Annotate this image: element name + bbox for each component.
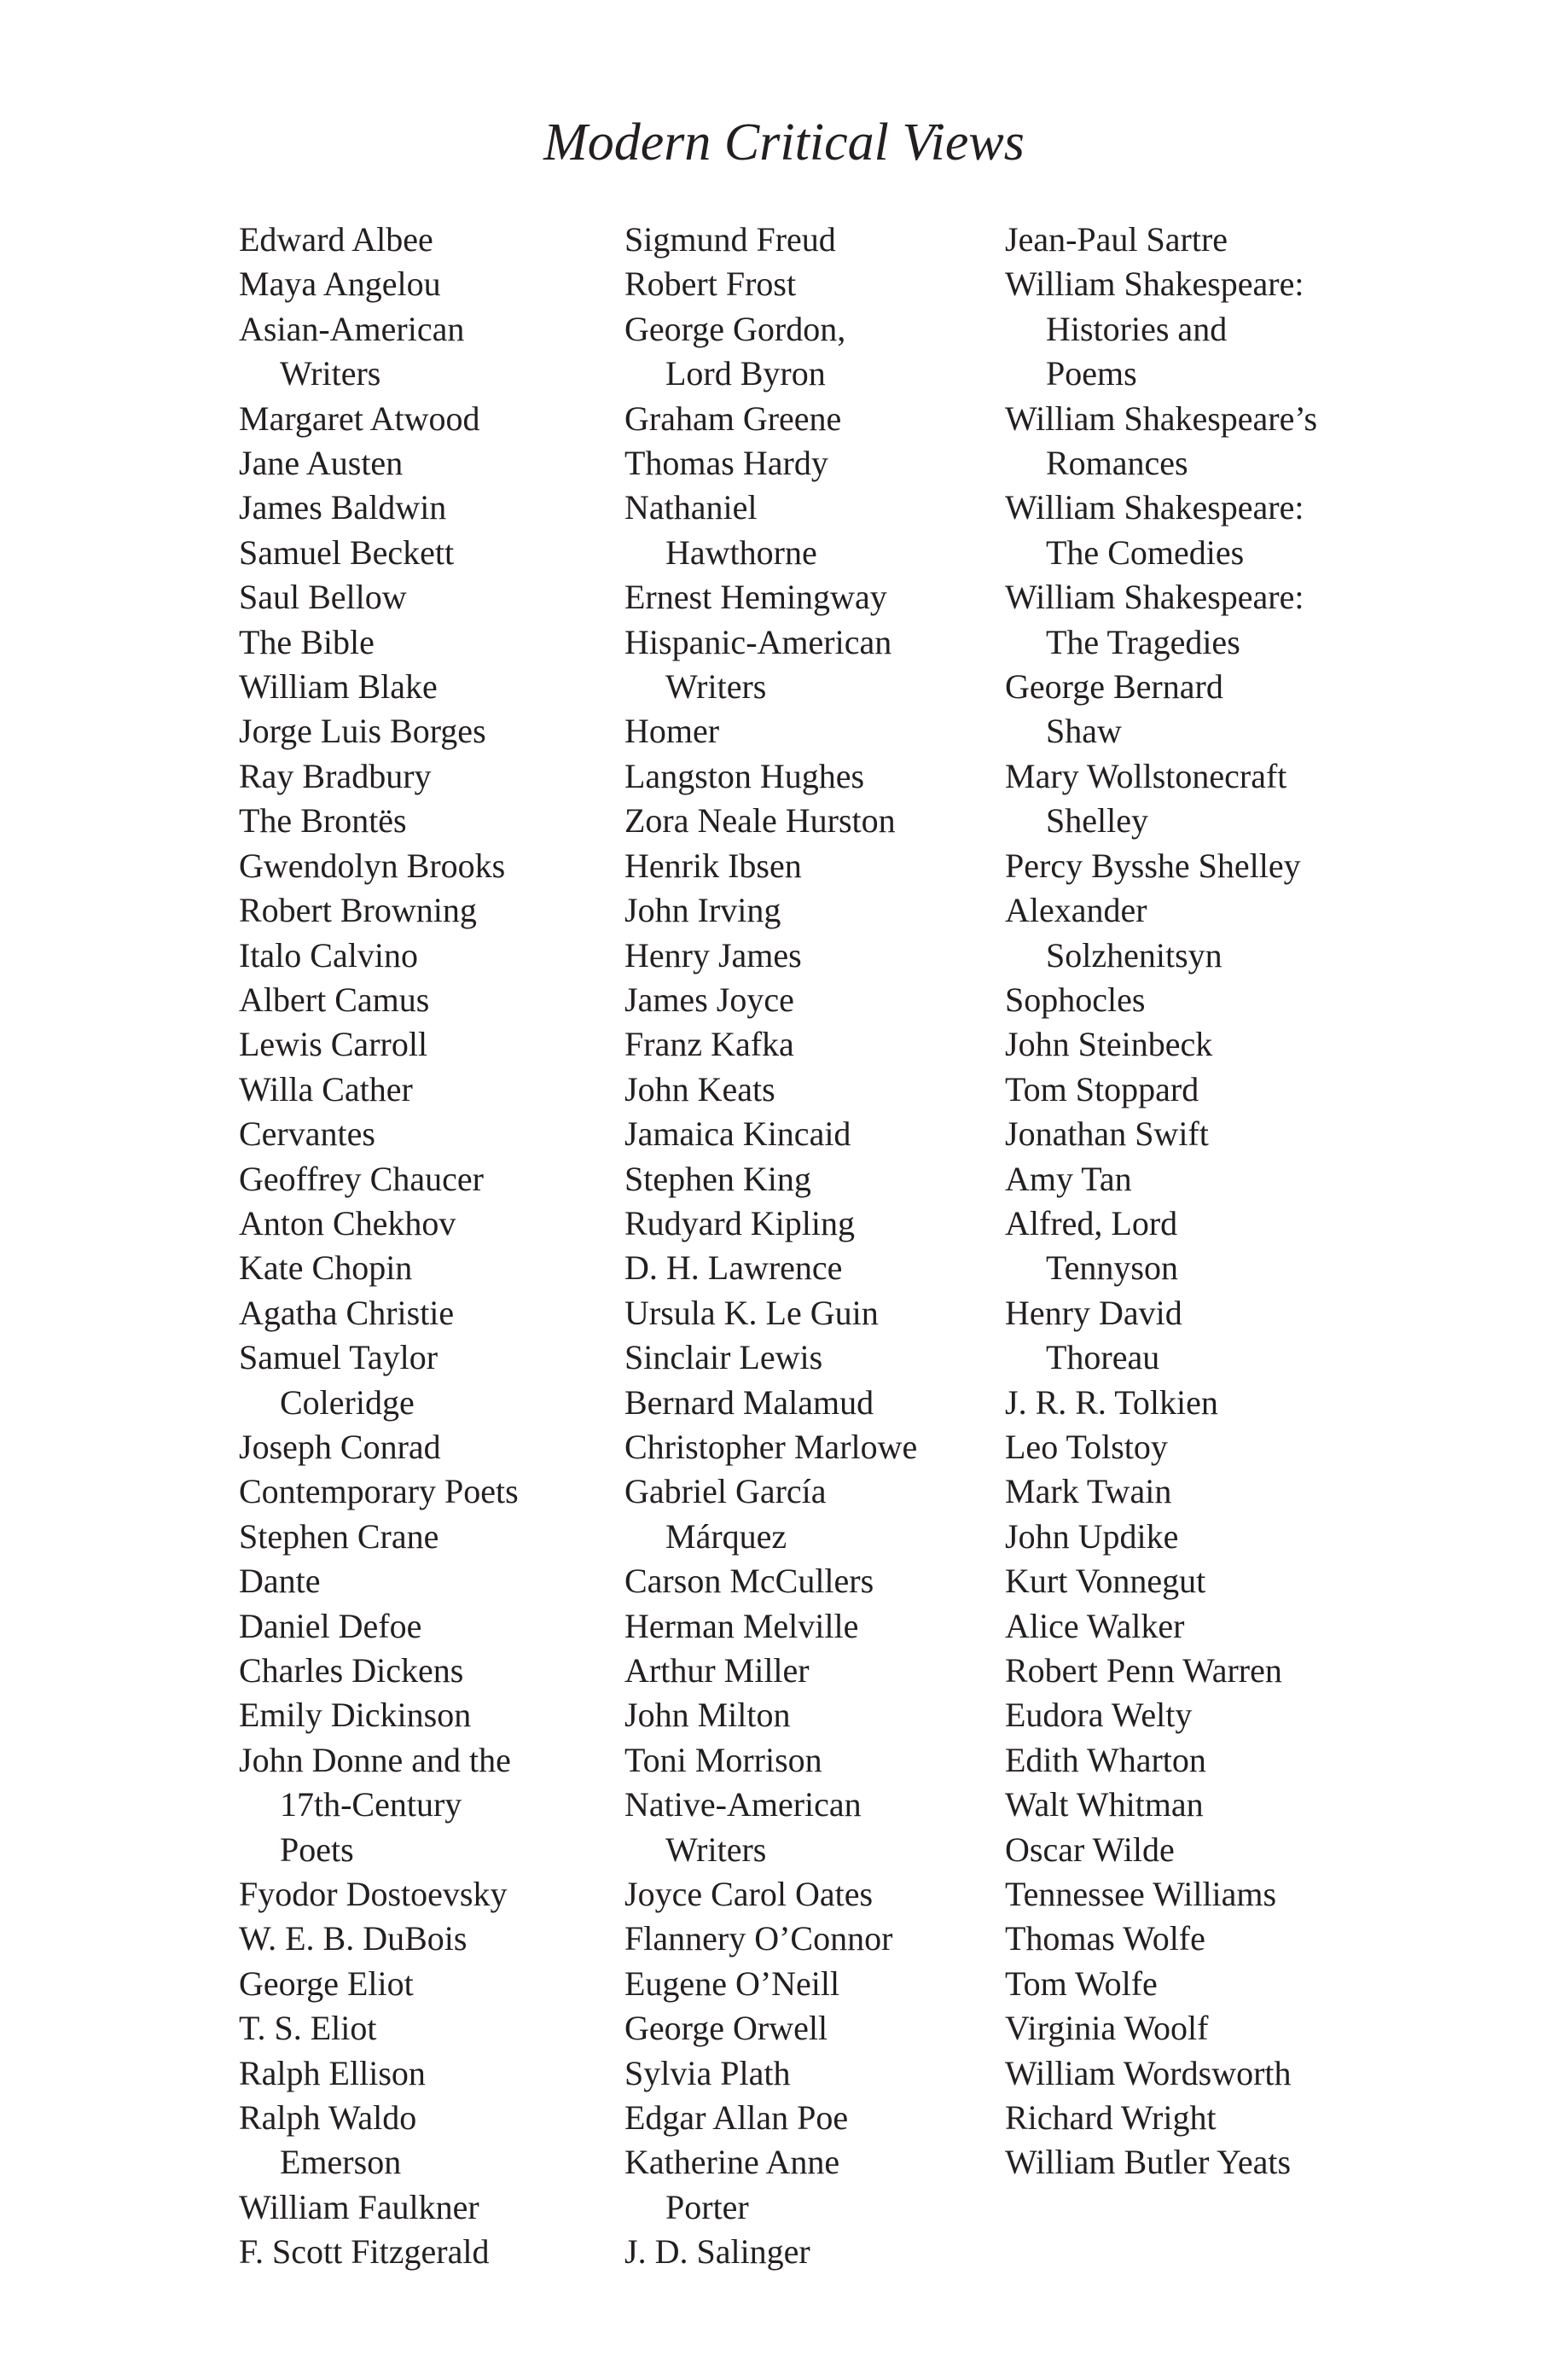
author-entry: [624, 1335, 917, 1380]
author-entry: [624, 441, 917, 486]
author-entry-line: William Wordsworth: [1005, 2053, 1292, 2092]
author-entry-line: Nathaniel: [624, 488, 758, 527]
author-entry-line: Thomas Wolfe: [1005, 1919, 1205, 1958]
author-entry: [1005, 1604, 1317, 1649]
author-entry: [624, 1157, 917, 1201]
author-entry: [239, 1291, 519, 1335]
author-entry: [624, 1469, 917, 1559]
author-entry-line: Zora Neale Hurston: [624, 801, 896, 841]
author-entry-line: George Eliot: [239, 1964, 414, 2003]
author-entry-continuation: Romances: [1046, 444, 1188, 483]
author-entry-line: Samuel Taylor: [239, 1338, 438, 1377]
author-entry-continuation: Shaw: [1046, 712, 1122, 751]
author-entry: [1005, 1425, 1317, 1469]
author-entry-line: George Bernard: [1005, 667, 1223, 707]
author-entry: [624, 1246, 917, 1290]
author-entry-line: John Donne and the: [239, 1740, 511, 1779]
author-entry: [239, 1962, 519, 2006]
author-entry: [624, 1693, 917, 1737]
author-entry-line: Jonathan Swift: [1005, 1114, 1209, 1154]
author-entry: [1005, 1022, 1317, 1067]
author-entry-line: Stephen Crane: [239, 1516, 439, 1556]
author-entry-line: Geoffrey Chaucer: [239, 1159, 484, 1198]
author-entry: [1005, 1783, 1317, 1827]
author-entry-line: Albert Camus: [239, 980, 430, 1019]
author-entry-line: Jorge Luis Borges: [239, 712, 486, 751]
author-entry: [624, 888, 917, 933]
author-entry-line: Flannery O’Connor: [624, 1919, 893, 1958]
author-entry-line: William Shakespeare:: [1005, 578, 1304, 617]
author-entry-continuation: Histories and: [1046, 309, 1228, 348]
author-entry-continuation: Emerson: [280, 2143, 402, 2182]
author-entry-line: Leo Tolstoy: [1005, 1427, 1168, 1466]
author-entry: [1005, 2006, 1317, 2051]
author-entry: [624, 1201, 917, 1246]
author-entry-line: Katherine Anne: [624, 2143, 840, 2182]
author-entry-line: John Updike: [1005, 1516, 1179, 1556]
page-title: Modern Critical Views: [543, 113, 1025, 172]
author-entry: [1005, 1291, 1317, 1381]
author-entry-line: Maya Angelou: [239, 265, 441, 304]
author-entry-line: John Keats: [624, 1069, 775, 1108]
author-entry-line: J. R. R. Tolkien: [1005, 1382, 1218, 1422]
author-entry-line: Walt Whitman: [1005, 1785, 1204, 1824]
author-entry: [239, 1917, 519, 1961]
author-entry-line: Edward Albee: [239, 220, 433, 259]
author-entry-line: Dante: [239, 1562, 321, 1601]
author-entry-line: Arthur Miller: [624, 1651, 810, 1690]
author-entry: [624, 934, 917, 978]
author-entry-line: Robert Browning: [239, 891, 477, 930]
author-entry-continuation: Poems: [1046, 354, 1137, 393]
author-entry: [239, 441, 519, 486]
author-entry: [1005, 486, 1317, 575]
author-entry-line: Christopher Marlowe: [624, 1427, 918, 1466]
author-entry-line: Mark Twain: [1005, 1472, 1172, 1511]
author-entry: [624, 1381, 917, 1425]
author-entry: [624, 709, 917, 753]
author-entry-line: Margaret Atwood: [239, 399, 480, 438]
author-entry-line: Kurt Vonnegut: [1005, 1562, 1206, 1601]
author-entry-line: Fyodor Dostoevsky: [239, 1875, 508, 1914]
author-entry: [239, 1335, 519, 1425]
author-entry-line: T. S. Eliot: [239, 2009, 377, 2048]
author-entry: [1005, 2096, 1317, 2140]
author-entry-line: Agatha Christie: [239, 1293, 455, 1332]
author-entry: [239, 1738, 519, 1872]
author-entry-line: Sylvia Plath: [624, 2053, 791, 2092]
author-entry-line: Alfred, Lord: [1005, 1203, 1178, 1242]
author-entry-line: Thomas Hardy: [624, 444, 828, 483]
author-entry: [239, 754, 519, 799]
author-entry: [239, 1515, 519, 1559]
author-entry-line: Ralph Ellison: [239, 2053, 426, 2092]
author-entry-line: Edgar Allan Poe: [624, 2098, 849, 2138]
author-entry: [239, 2185, 519, 2230]
author-entry: [239, 1068, 519, 1112]
author-entry-line: Emily Dickinson: [239, 1696, 472, 1735]
author-entry-line: Henrik Ibsen: [624, 846, 802, 885]
author-entry: [1005, 2140, 1317, 2185]
author-entry: [1005, 1157, 1317, 1201]
author-entry: [624, 218, 917, 262]
author-entry: [239, 2051, 519, 2096]
author-entry: [1005, 218, 1317, 262]
author-entry-line: Virginia Woolf: [1005, 2009, 1209, 2048]
author-entry: [624, 2140, 917, 2230]
author-entry: [239, 1649, 519, 1693]
author-entry-line: Italo Calvino: [239, 935, 418, 975]
author-entry-line: Richard Wright: [1005, 2098, 1217, 2138]
author-entry-continuation: Hawthorne: [665, 532, 817, 572]
author-entry: [1005, 844, 1317, 888]
author-entry: [624, 1738, 917, 1783]
author-entry-line: Sophocles: [1005, 980, 1146, 1019]
author-entry-line: W. E. B. DuBois: [239, 1919, 467, 1958]
author-entry-line: Percy Bysshe Shelley: [1005, 846, 1301, 885]
author-entry-line: Ernest Hemingway: [624, 578, 887, 617]
author-entry-line: Homer: [624, 712, 720, 751]
author-entry-line: Ray Bradbury: [239, 756, 432, 795]
author-entry-line: Stephen King: [624, 1159, 811, 1198]
author-entry-line: Edith Wharton: [1005, 1740, 1206, 1779]
author-entry-continuation: The Tragedies: [1046, 622, 1240, 661]
author-entry: [1005, 1962, 1317, 2006]
author-entry-line: Lewis Carroll: [239, 1025, 428, 1064]
author-entry: [1005, 1559, 1317, 1603]
author-entry: [624, 1783, 917, 1872]
author-entry-line: Amy Tan: [1005, 1159, 1132, 1198]
author-entry: [239, 1872, 519, 1917]
author-entry: [624, 262, 917, 306]
author-entry-line: F. Scott Fitzgerald: [239, 2232, 490, 2272]
author-entry-continuation: Lord Byron: [665, 354, 826, 393]
author-entry-line: Carson McCullers: [624, 1562, 874, 1601]
author-entry-line: Toni Morrison: [624, 1740, 822, 1779]
author-entry: [624, 799, 917, 843]
author-entry: [239, 620, 519, 665]
author-entry: [239, 1201, 519, 1246]
author-entry: [239, 844, 519, 888]
author-entry-line: Daniel Defoe: [239, 1606, 422, 1645]
author-entry: [239, 888, 519, 933]
author-entry: [1005, 2051, 1317, 2096]
author-entry: [624, 1872, 917, 1917]
author-entry: [624, 2006, 917, 2051]
author-entry: [239, 307, 519, 397]
author-entry: [624, 486, 917, 575]
author-entry-continuation: Thoreau: [1046, 1338, 1160, 1377]
author-entry: [1005, 262, 1317, 396]
author-entry-line: William Faulkner: [239, 2187, 479, 2226]
author-entry: [239, 2230, 519, 2274]
author-entry-line: John Irving: [624, 891, 781, 930]
author-entry: [239, 1425, 519, 1469]
author-entry: [239, 709, 519, 753]
author-entry: [624, 1559, 917, 1603]
author-entry-line: Tennessee Williams: [1005, 1875, 1277, 1914]
author-entry-line: Kate Chopin: [239, 1248, 413, 1288]
author-entry-continuation: Tennyson: [1046, 1248, 1178, 1288]
author-column-1: [239, 218, 519, 2275]
author-entry: [239, 978, 519, 1022]
author-entry-line: Ralph Waldo: [239, 2098, 417, 2138]
author-entry-line: James Baldwin: [239, 488, 447, 527]
author-entry: [624, 1917, 917, 1961]
author-entry: [624, 2096, 917, 2140]
author-entry-line: Joyce Carol Oates: [624, 1875, 874, 1914]
author-entry: [624, 1962, 917, 2006]
author-entry: [239, 2006, 519, 2051]
author-entry: [1005, 1068, 1317, 1112]
author-entry: [239, 934, 519, 978]
author-entry-continuation: Poets: [280, 1830, 354, 1869]
author-entry-continuation: Coleridge: [280, 1382, 415, 1422]
author-entry: [624, 575, 917, 620]
author-entry-continuation: Solzhenitsyn: [1046, 935, 1222, 975]
author-entry: [239, 2096, 519, 2185]
author-entry-continuation: Writers: [665, 667, 767, 707]
author-entry-line: Jane Austen: [239, 444, 404, 483]
author-entry-line: William Shakespeare’s: [1005, 399, 1318, 438]
author-entry: [624, 1068, 917, 1112]
author-entry-line: The Bible: [239, 622, 375, 661]
author-entry: [239, 575, 519, 620]
author-entry: [1005, 1828, 1317, 1872]
author-entry: [1005, 575, 1317, 665]
author-entry: [239, 262, 519, 306]
author-entry-line: Anton Chekhov: [239, 1203, 456, 1242]
author-entry: [239, 1112, 519, 1156]
author-entry-line: Graham Greene: [624, 399, 842, 438]
author-entry-line: Henry David: [1005, 1293, 1182, 1332]
author-column-3: [1005, 218, 1317, 2185]
author-entry: [239, 799, 519, 843]
author-entry: [624, 978, 917, 1022]
author-entry-line: D. H. Lawrence: [624, 1248, 843, 1288]
author-entry: [239, 1022, 519, 1067]
author-entry: [1005, 1649, 1317, 1693]
author-entry-line: Mary Wollstonecraft: [1005, 756, 1287, 795]
author-entry: [239, 1693, 519, 1737]
author-entry: [624, 1022, 917, 1067]
author-entry-line: The Brontës: [239, 801, 407, 841]
author-entry-line: Hispanic-American: [624, 622, 892, 661]
author-entry: [1005, 1872, 1317, 1917]
author-entry-line: Oscar Wilde: [1005, 1830, 1175, 1869]
author-entry-line: William Shakespeare:: [1005, 265, 1304, 304]
author-entry-line: Jamaica Kincaid: [624, 1114, 851, 1154]
author-entry: [1005, 665, 1317, 754]
author-entry-line: Sigmund Freud: [624, 220, 836, 259]
author-entry: [239, 1559, 519, 1603]
author-entry: [1005, 1693, 1317, 1737]
author-entry: [624, 1425, 917, 1469]
author-entry: [1005, 978, 1317, 1022]
author-entry-line: Franz Kafka: [624, 1025, 794, 1064]
author-entry: [624, 2051, 917, 2096]
author-entry: [1005, 1469, 1317, 1514]
author-column-2: [624, 218, 917, 2275]
author-entry-line: John Milton: [624, 1696, 791, 1735]
author-entry-continuation: Shelley: [1046, 801, 1148, 841]
author-entry-line: Herman Melville: [624, 1606, 859, 1645]
author-entry-continuation: The Comedies: [1046, 532, 1245, 572]
author-entry-line: Robert Frost: [624, 265, 797, 304]
author-entry: [624, 754, 917, 799]
author-entry: [624, 1649, 917, 1693]
author-entry: [239, 1469, 519, 1514]
author-entry: [1005, 754, 1317, 844]
author-entry-line: Eugene O’Neill: [624, 1964, 840, 2003]
author-entry-line: Willa Cather: [239, 1069, 413, 1108]
author-entry-line: William Shakespeare:: [1005, 488, 1304, 527]
author-entry-line: Langston Hughes: [624, 756, 865, 795]
author-entry: [1005, 1738, 1317, 1783]
author-entry-line: James Joyce: [624, 980, 794, 1019]
author-entry: [624, 2230, 917, 2274]
author-entry: [1005, 1515, 1317, 1559]
author-entry-continuation: Writers: [280, 354, 381, 393]
author-entry: [239, 531, 519, 575]
author-entry: [1005, 1201, 1317, 1291]
author-entry-continuation: 17th-Century: [280, 1785, 462, 1824]
author-entry: [624, 620, 917, 710]
author-entry-line: Sinclair Lewis: [624, 1338, 823, 1377]
author-entry-line: Charles Dickens: [239, 1651, 464, 1690]
author-entry: [624, 1604, 917, 1649]
author-entry-line: Ursula K. Le Guin: [624, 1293, 879, 1332]
author-entry-line: Gabriel García: [624, 1472, 827, 1511]
author-entry: [239, 1604, 519, 1649]
author-entry: [1005, 397, 1317, 486]
author-entry-line: Joseph Conrad: [239, 1427, 441, 1466]
author-entry-line: Saul Bellow: [239, 578, 407, 617]
author-entry-line: Eudora Welty: [1005, 1696, 1193, 1735]
author-entry-line: Asian-American: [239, 309, 465, 348]
author-entry-line: Tom Stoppard: [1005, 1069, 1199, 1108]
author-entry-line: Samuel Beckett: [239, 532, 455, 572]
author-entry-line: Jean-Paul Sartre: [1005, 220, 1228, 259]
author-entry-line: Alexander: [1005, 891, 1147, 930]
author-entry-line: George Orwell: [624, 2009, 828, 2048]
author-entry-line: William Blake: [239, 667, 438, 707]
author-entry-line: Henry James: [624, 935, 802, 975]
author-entry-continuation: Porter: [665, 2187, 749, 2226]
author-entry: [239, 218, 519, 262]
author-entry: [624, 307, 917, 397]
author-entry: [239, 397, 519, 441]
author-entry-line: George Gordon,: [624, 309, 846, 348]
author-entry-line: Tom Wolfe: [1005, 1964, 1158, 2003]
author-entry: [1005, 888, 1317, 978]
author-entry: [239, 1246, 519, 1290]
author-entry-continuation: Writers: [665, 1830, 767, 1869]
author-entry-line: Bernard Malamud: [624, 1382, 874, 1422]
author-entry-line: William Butler Yeats: [1005, 2143, 1292, 2182]
author-entry-line: Gwendolyn Brooks: [239, 846, 506, 885]
author-entry: [624, 1112, 917, 1156]
author-entry: [1005, 1112, 1317, 1156]
author-entry-line: John Steinbeck: [1005, 1025, 1213, 1064]
author-entry: [239, 486, 519, 530]
author-entry: [1005, 1381, 1317, 1425]
author-entry-continuation: Márquez: [665, 1516, 787, 1556]
author-entry: [239, 1157, 519, 1201]
author-entry-line: Alice Walker: [1005, 1606, 1185, 1645]
author-entry: [239, 665, 519, 709]
author-entry: [624, 1291, 917, 1335]
author-entry-line: Cervantes: [239, 1114, 375, 1154]
author-entry-line: Robert Penn Warren: [1005, 1651, 1282, 1690]
author-entry: [624, 397, 917, 441]
author-entry-line: J. D. Salinger: [624, 2232, 810, 2272]
author-entry: [624, 844, 917, 888]
author-entry-line: Rudyard Kipling: [624, 1203, 855, 1242]
author-entry-line: Native-American: [624, 1785, 862, 1824]
author-entry: [1005, 1917, 1317, 1961]
author-entry-line: Contemporary Poets: [239, 1472, 519, 1511]
